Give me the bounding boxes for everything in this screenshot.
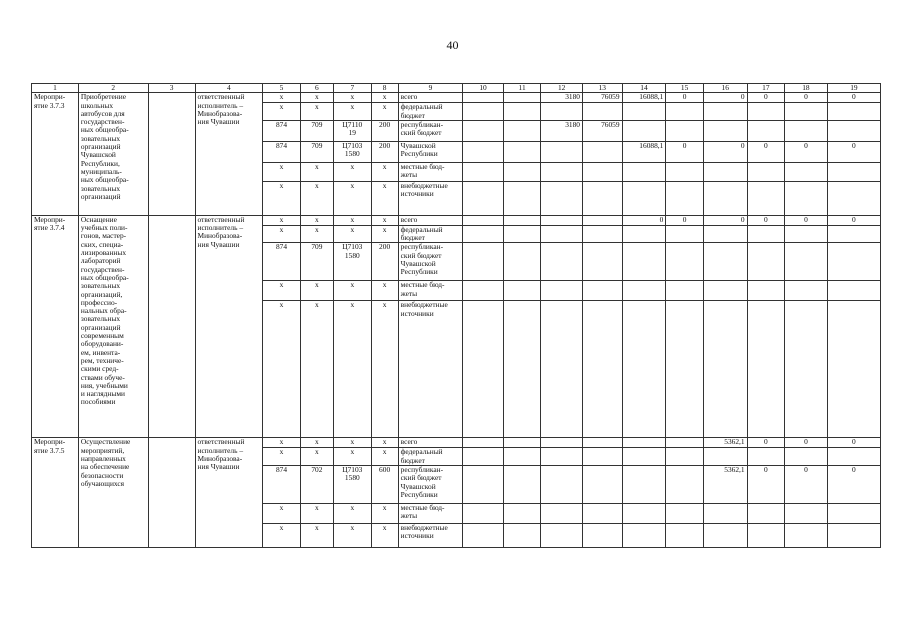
value-cell — [583, 181, 623, 215]
header-cell: 4 — [195, 84, 263, 93]
value-cell — [747, 181, 785, 215]
funding-source-cell: федеральный бюджет — [398, 225, 463, 243]
value-cell: x — [263, 524, 301, 548]
value-cell — [703, 162, 747, 181]
value-cell — [827, 301, 880, 438]
description-cell: Приобретение школьных автобусов для государствен- ных общеобра- зовательных организаций Чувашской Республики, муниципаль- ных общеобра- зовательных организаций — [78, 93, 148, 216]
value-cell: 709 — [300, 120, 333, 141]
header-cell: 10 — [463, 84, 504, 93]
measure-cell: Меропри- ятие 3.7.4 — [32, 215, 79, 438]
value-cell — [541, 448, 583, 466]
value-cell — [583, 448, 623, 466]
value-cell — [463, 215, 504, 225]
value-cell: x — [371, 301, 398, 438]
value-cell — [583, 504, 623, 524]
value-cell: x — [263, 448, 301, 466]
value-cell — [463, 301, 504, 438]
executor-cell: ответственный исполнитель – Минобразова- ния Чувашии — [195, 438, 263, 548]
value-cell — [785, 243, 828, 281]
value-cell: x — [263, 181, 301, 215]
value-cell: x — [371, 448, 398, 466]
value-cell — [541, 215, 583, 225]
value-cell — [666, 504, 704, 524]
value-cell — [583, 162, 623, 181]
value-cell — [622, 225, 666, 243]
value-cell — [703, 243, 747, 281]
value-cell — [583, 243, 623, 281]
value-cell: 0 — [827, 466, 880, 504]
value-cell — [747, 448, 785, 466]
value-cell: x — [300, 215, 333, 225]
value-cell: 0 — [747, 466, 785, 504]
value-cell: x — [334, 162, 372, 181]
value-cell — [666, 524, 704, 548]
empty-cell — [148, 438, 195, 548]
header-cell: 3 — [148, 84, 195, 93]
funding-source-cell: республикан- ский бюджет Чувашской Республики — [398, 466, 463, 504]
header-cell: 19 — [827, 84, 880, 93]
value-cell — [503, 215, 541, 225]
value-cell: 0 — [785, 141, 828, 162]
value-cell: x — [334, 524, 372, 548]
header-cell: 14 — [622, 84, 666, 93]
value-cell: 600 — [371, 466, 398, 504]
value-cell — [541, 301, 583, 438]
value-cell — [827, 504, 880, 524]
value-cell — [703, 504, 747, 524]
value-cell: 709 — [300, 141, 333, 162]
value-cell: Ц7103 1580 — [334, 466, 372, 504]
value-cell — [785, 103, 828, 121]
value-cell — [703, 103, 747, 121]
header-cell: 7 — [334, 84, 372, 93]
value-cell — [541, 103, 583, 121]
value-cell: x — [300, 438, 333, 448]
value-cell — [463, 181, 504, 215]
value-cell — [703, 281, 747, 301]
value-cell: 0 — [785, 466, 828, 504]
header-cell: 13 — [583, 84, 623, 93]
value-cell — [463, 162, 504, 181]
value-cell: x — [371, 281, 398, 301]
value-cell: 0 — [785, 93, 828, 103]
funding-source-cell: местные бюд- жеты — [398, 504, 463, 524]
value-cell: x — [334, 438, 372, 448]
value-cell: x — [263, 215, 301, 225]
value-cell — [622, 181, 666, 215]
value-cell — [541, 504, 583, 524]
funding-source-cell: всего — [398, 215, 463, 225]
value-cell: x — [334, 301, 372, 438]
value-cell — [503, 301, 541, 438]
value-cell — [666, 281, 704, 301]
value-cell: 3180 — [541, 120, 583, 141]
value-cell: 702 — [300, 466, 333, 504]
value-cell — [703, 524, 747, 548]
value-cell — [503, 93, 541, 103]
funding-source-cell: республикан- ский бюджет Чувашской Республики — [398, 243, 463, 281]
header-cell: 15 — [666, 84, 704, 93]
value-cell — [541, 281, 583, 301]
value-cell: x — [300, 103, 333, 121]
value-cell — [747, 103, 785, 121]
value-cell — [503, 103, 541, 121]
value-cell — [541, 466, 583, 504]
value-cell — [785, 225, 828, 243]
value-cell — [785, 524, 828, 548]
page-number: 40 — [446, 38, 459, 52]
value-cell — [583, 141, 623, 162]
value-cell — [827, 103, 880, 121]
measure-cell: Меропри- ятие 3.7.3 — [32, 93, 79, 216]
header-cell: 2 — [78, 84, 148, 93]
value-cell — [463, 243, 504, 281]
value-cell: x — [371, 181, 398, 215]
value-cell: x — [371, 162, 398, 181]
value-cell: 874 — [263, 141, 301, 162]
value-cell: 874 — [263, 243, 301, 281]
value-cell — [463, 120, 504, 141]
value-cell — [622, 466, 666, 504]
value-cell: 0 — [666, 93, 704, 103]
value-cell — [463, 448, 504, 466]
value-cell — [503, 524, 541, 548]
header-row — [32, 84, 881, 93]
value-cell — [463, 103, 504, 121]
value-cell: x — [300, 504, 333, 524]
value-cell: 709 — [300, 243, 333, 281]
value-cell — [827, 181, 880, 215]
value-cell — [785, 120, 828, 141]
value-cell: 0 — [827, 93, 880, 103]
value-cell — [827, 120, 880, 141]
value-cell — [666, 448, 704, 466]
value-cell — [827, 162, 880, 181]
value-cell — [785, 181, 828, 215]
executor-cell: ответственный исполнитель – Минобразова- ния Чувашии — [195, 93, 263, 216]
value-cell: x — [334, 103, 372, 121]
value-cell: x — [371, 93, 398, 103]
value-cell: x — [300, 301, 333, 438]
value-cell — [622, 243, 666, 281]
table-body — [32, 84, 881, 548]
value-cell — [463, 281, 504, 301]
value-cell — [463, 225, 504, 243]
value-cell: Ц7103 1580 — [334, 141, 372, 162]
value-cell — [747, 120, 785, 141]
value-cell — [463, 93, 504, 103]
value-cell: 0 — [747, 438, 785, 448]
value-cell — [583, 524, 623, 548]
value-cell — [541, 141, 583, 162]
value-cell — [666, 438, 704, 448]
executor-cell: ответственный исполнитель – Минобразова- ния Чувашии — [195, 215, 263, 438]
description-cell: Осуществление мероприятий, направленных на обеспечение безопасности обучающихся — [78, 438, 148, 548]
value-cell: 0 — [785, 438, 828, 448]
value-cell — [541, 438, 583, 448]
value-cell: 0 — [747, 215, 785, 225]
value-cell: x — [371, 103, 398, 121]
value-cell — [583, 103, 623, 121]
value-cell: x — [334, 225, 372, 243]
value-cell — [622, 524, 666, 548]
value-cell: Ц7103 1580 — [334, 243, 372, 281]
value-cell — [503, 243, 541, 281]
value-cell — [747, 225, 785, 243]
value-cell: 200 — [371, 141, 398, 162]
value-cell — [622, 504, 666, 524]
value-cell — [463, 466, 504, 504]
value-cell — [583, 438, 623, 448]
value-cell — [541, 524, 583, 548]
value-cell: 0 — [827, 438, 880, 448]
empty-cell — [148, 93, 195, 216]
value-cell — [583, 466, 623, 504]
header-cell: 5 — [263, 84, 301, 93]
value-cell — [785, 448, 828, 466]
value-cell — [503, 225, 541, 243]
funding-source-cell: местные бюд- жеты — [398, 281, 463, 301]
value-cell — [747, 243, 785, 281]
value-cell: x — [334, 181, 372, 215]
value-cell — [666, 181, 704, 215]
header-cell: 12 — [541, 84, 583, 93]
value-cell — [503, 438, 541, 448]
value-cell — [463, 438, 504, 448]
funding-source-cell: Чувашской Республики — [398, 141, 463, 162]
value-cell — [503, 504, 541, 524]
value-cell: x — [334, 215, 372, 225]
value-cell — [666, 162, 704, 181]
funding-source-cell: внебюджетные источники — [398, 524, 463, 548]
value-cell — [503, 141, 541, 162]
value-cell: 200 — [371, 120, 398, 141]
funding-source-cell: местные бюд- жеты — [398, 162, 463, 181]
value-cell — [583, 215, 623, 225]
value-cell — [747, 162, 785, 181]
value-cell — [785, 301, 828, 438]
value-cell: x — [334, 504, 372, 524]
value-cell: x — [300, 524, 333, 548]
value-cell — [827, 281, 880, 301]
value-cell — [703, 225, 747, 243]
value-cell — [703, 120, 747, 141]
value-cell: x — [371, 504, 398, 524]
value-cell — [503, 162, 541, 181]
value-cell — [666, 301, 704, 438]
value-cell: x — [263, 438, 301, 448]
value-cell — [622, 438, 666, 448]
value-cell: 0 — [703, 215, 747, 225]
value-cell — [463, 524, 504, 548]
value-cell — [503, 181, 541, 215]
description-cell: Оснащение учебных поли- гонов, мастер- ских, специа- лизированных лабораторий государствен- ных общеобра- зовательных организаций, профессио- нальных обра- зовательных организаций современным оборудовани- ем, инвента- рем, техниче- скими сред- ствами обуче- ния, учебными и наглядными пособиями — [78, 215, 148, 438]
value-cell — [827, 225, 880, 243]
value-cell — [583, 301, 623, 438]
value-cell: x — [371, 524, 398, 548]
empty-cell — [148, 215, 195, 438]
header-cell: 16 — [703, 84, 747, 93]
value-cell: x — [263, 162, 301, 181]
value-cell — [503, 281, 541, 301]
value-cell — [622, 448, 666, 466]
funding-source-cell: федеральный бюджет — [398, 448, 463, 466]
value-cell — [666, 103, 704, 121]
value-cell — [747, 281, 785, 301]
value-cell — [703, 301, 747, 438]
value-cell: 0 — [703, 141, 747, 162]
value-cell: x — [300, 281, 333, 301]
value-cell — [541, 225, 583, 243]
value-cell — [827, 524, 880, 548]
value-cell: 0 — [827, 215, 880, 225]
value-cell: 200 — [371, 243, 398, 281]
value-cell: x — [300, 181, 333, 215]
value-cell: 0 — [827, 141, 880, 162]
value-cell — [785, 162, 828, 181]
value-cell: x — [263, 225, 301, 243]
header-cell: 6 — [300, 84, 333, 93]
value-cell: x — [371, 215, 398, 225]
value-cell: x — [263, 103, 301, 121]
header-cell: 8 — [371, 84, 398, 93]
header-cell: 18 — [785, 84, 828, 93]
funding-source-cell: внебюджетные источники — [398, 301, 463, 438]
value-cell: 0 — [785, 215, 828, 225]
funding-source-cell: внебюджетные источники — [398, 181, 463, 215]
funding-source-cell: республикан- ский бюджет — [398, 120, 463, 141]
value-cell: 0 — [666, 215, 704, 225]
value-cell — [541, 162, 583, 181]
header-cell: 11 — [503, 84, 541, 93]
value-cell — [703, 448, 747, 466]
value-cell — [463, 504, 504, 524]
value-cell — [747, 524, 785, 548]
value-cell: x — [300, 448, 333, 466]
value-cell: x — [263, 281, 301, 301]
value-cell: 874 — [263, 466, 301, 504]
value-cell: x — [300, 93, 333, 103]
value-cell: 0 — [747, 141, 785, 162]
value-cell — [827, 448, 880, 466]
value-cell: 0 — [747, 93, 785, 103]
header-cell: 17 — [747, 84, 785, 93]
value-cell — [703, 181, 747, 215]
value-cell — [622, 301, 666, 438]
value-cell — [541, 181, 583, 215]
value-cell — [503, 448, 541, 466]
value-cell: 16088,1 — [622, 93, 666, 103]
value-cell — [622, 103, 666, 121]
value-cell: x — [263, 93, 301, 103]
funding-source-cell: федеральный бюджет — [398, 103, 463, 121]
value-cell — [666, 466, 704, 504]
value-cell — [666, 243, 704, 281]
table-row — [32, 438, 881, 448]
value-cell — [583, 281, 623, 301]
value-cell: x — [334, 281, 372, 301]
header-cell: 9 — [398, 84, 463, 93]
value-cell: 0 — [622, 215, 666, 225]
value-cell — [541, 243, 583, 281]
value-cell: 0 — [703, 93, 747, 103]
table-row — [32, 215, 881, 225]
value-cell: 5362,1 — [703, 438, 747, 448]
value-cell — [666, 120, 704, 141]
value-cell — [463, 141, 504, 162]
funding-source-cell: всего — [398, 438, 463, 448]
header-cell: 1 — [32, 84, 79, 93]
value-cell — [583, 225, 623, 243]
value-cell — [785, 504, 828, 524]
value-cell: 16088,1 — [622, 141, 666, 162]
value-cell: x — [300, 162, 333, 181]
value-cell — [622, 281, 666, 301]
value-cell — [503, 120, 541, 141]
budget-table — [31, 83, 881, 548]
measure-cell: Меропри- ятие 3.7.5 — [32, 438, 79, 548]
value-cell: x — [334, 448, 372, 466]
value-cell: Ц7110 19 — [334, 120, 372, 141]
value-cell: x — [334, 93, 372, 103]
value-cell: 3180 — [541, 93, 583, 103]
value-cell: 76059 — [583, 120, 623, 141]
value-cell: x — [263, 504, 301, 524]
value-cell — [622, 162, 666, 181]
value-cell: 5362,1 — [703, 466, 747, 504]
value-cell — [827, 243, 880, 281]
value-cell: x — [263, 301, 301, 438]
funding-source-cell: всего — [398, 93, 463, 103]
value-cell — [747, 504, 785, 524]
value-cell — [785, 281, 828, 301]
value-cell: 76059 — [583, 93, 623, 103]
value-cell — [747, 301, 785, 438]
value-cell: 0 — [666, 141, 704, 162]
value-cell — [622, 120, 666, 141]
table-row — [32, 93, 881, 103]
value-cell: x — [371, 438, 398, 448]
value-cell: 874 — [263, 120, 301, 141]
value-cell — [503, 466, 541, 504]
value-cell: x — [371, 225, 398, 243]
value-cell — [666, 225, 704, 243]
value-cell: x — [300, 225, 333, 243]
